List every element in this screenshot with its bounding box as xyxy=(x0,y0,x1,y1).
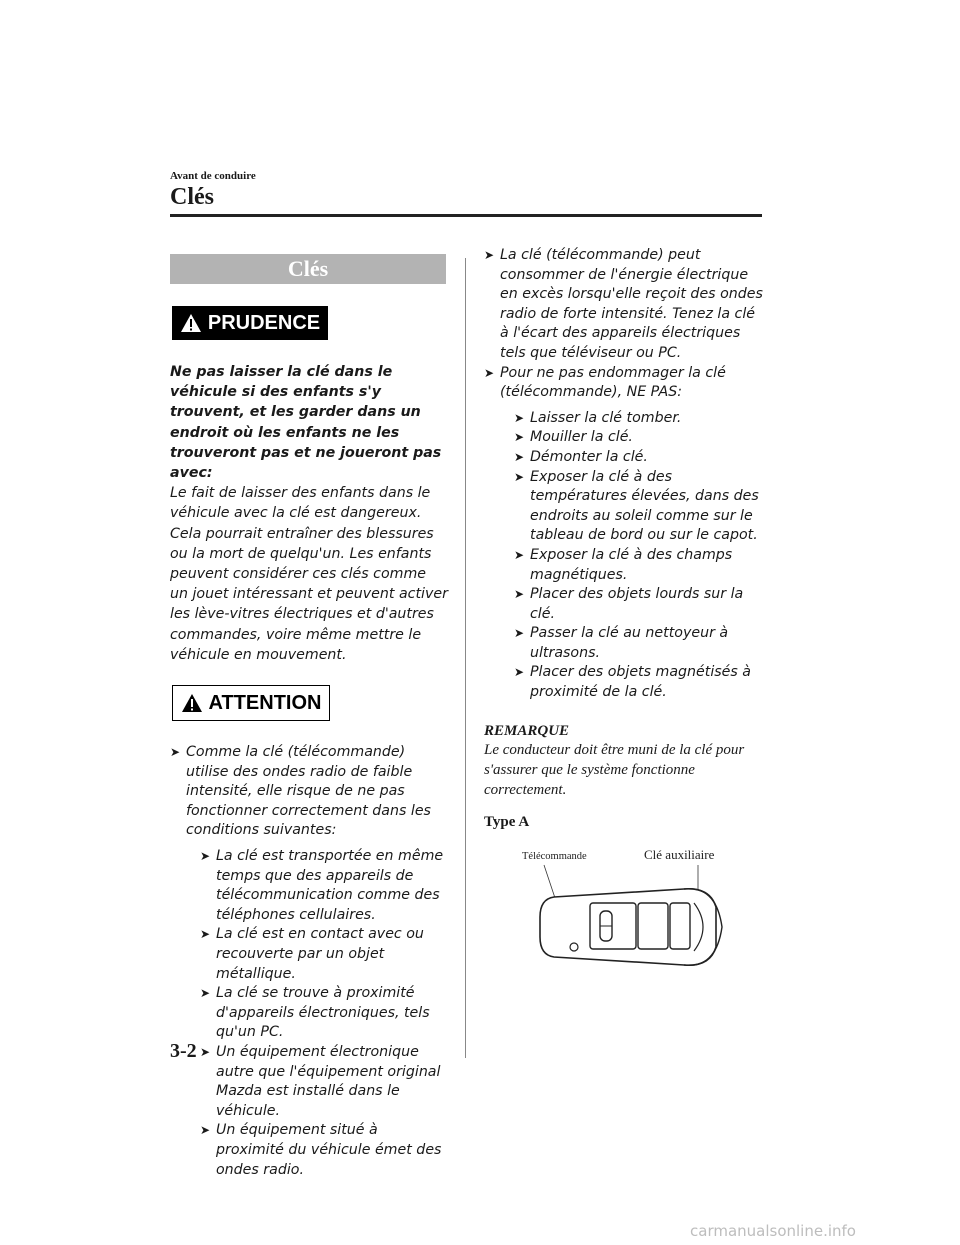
arrow-bullet-icon: ➤ xyxy=(200,986,211,1001)
list-item: ➤ Un équipement situé à proximité du véhicule émet des ondes radio. xyxy=(200,1122,442,1178)
list-item: ➤ La clé est en contact avec ou recouverte par un objet métallique. xyxy=(200,926,424,982)
list-item: ➤ Un équipement électronique autre que l'équipement original Mazda est installé dans le véhicule. xyxy=(200,1043,441,1119)
arrow-bullet-icon: ➤ xyxy=(514,410,525,425)
arrow-bullet-icon: ➤ xyxy=(514,665,525,680)
prudence-bold-text: Ne pas laisser la clé dans le véhicule si des enfants s'y trouvent, et les garder dans un endroit où les enfants ne les trouveront pas et ne joueront pas avec: xyxy=(170,364,442,482)
list-item: ➤ Pour ne pas endommager la clé (télécommande), NE PAS: ➤ Laisser la clé tomber. ➤ Mouiller la clé. ➤ Démonter la clé. ➤ Exposer la clé à des températures élevées, dans des endroits au soleil comme sur le tableau de bord ou sur le capot. ➤ Exposer la clé à des champs magnétiques. ➤ Placer des objets lourds sur la clé. ➤ Passer la clé au nettoyeur à ultrasons. ➤ Placer des objets magnétisés à proximité de la clé. xyxy=(484,364,768,703)
list-item: ➤ Passer la clé au nettoyeur à ultrasons. xyxy=(514,625,729,661)
arrow-bullet-icon: ➤ xyxy=(514,587,525,602)
list-item: ➤ Mouiller la clé. xyxy=(514,428,768,448)
label-remote: Télécommande xyxy=(522,850,587,862)
arrow-bullet-icon: ➤ xyxy=(514,430,525,445)
page-number: 3-2 xyxy=(170,1040,197,1062)
ne-pas-list xyxy=(514,409,768,703)
attention-list-continued xyxy=(484,246,768,703)
condition-list xyxy=(200,847,448,1180)
attention-label xyxy=(172,685,330,721)
list-item: ➤ La clé (télécommande) peut consommer de l'énergie électrique en excès lorsqu'elle reçoit des ondes radio de forte intensité. Tenez la clé à l'écart des appareils électriques tels que téléviseur ou PC. xyxy=(484,247,763,361)
arrow-bullet-icon: ➤ xyxy=(200,1044,211,1059)
arrow-bullet-icon: ➤ xyxy=(514,469,525,484)
arrow-bullet-icon: ➤ xyxy=(484,365,495,380)
arrow-bullet-icon: ➤ xyxy=(170,745,181,760)
attention-label-text: ATTENTION xyxy=(208,691,322,714)
page-title: Clés xyxy=(170,184,214,210)
header-rule xyxy=(170,214,762,217)
section-title: Clés xyxy=(170,254,446,284)
list-item: ➤ Laisser la clé tomber. xyxy=(514,409,768,429)
arrow-bullet-icon: ➤ xyxy=(200,927,211,942)
list-item: ➤ Exposer la clé à des températures élevées, dans des endroits au soleil comme sur le tableau de bord ou sur le capot. xyxy=(514,468,759,544)
warning-triangle-icon xyxy=(180,313,202,333)
remark-title: REMARQUE xyxy=(484,722,570,739)
key-figure xyxy=(484,837,754,977)
arrow-bullet-icon: ➤ xyxy=(200,1123,211,1138)
list-item: ➤ Exposer la clé à des champs magnétiques. xyxy=(514,546,733,583)
arrow-bullet-icon: ➤ xyxy=(514,449,525,464)
prudence-label xyxy=(172,306,328,340)
arrow-bullet-icon: ➤ xyxy=(514,547,525,562)
list-item: ➤ Comme la clé (télécommande) utilise des ondes radio de faible intensité, elle risque de ne pas fonctionner correctement dans les conditions suivantes: ➤ La clé est transportée en même temps que des appareils de télécommunication comme des téléphones cellulaires. ➤ La clé est en contact avec ou recouverte par un objet métallique. ➤ La clé se trouve à proximité d'appareils électroniques, tels qu'un PC. ➤ Un équipement électronique autre que l'équipement original Mazda est installé dans le véhicule. ➤ Un équipement situé à proximité du véhicule émet des ondes radio. xyxy=(170,743,448,1180)
list-item: ➤ La clé est transportée en même temps que des appareils de télécommunication comme des téléphones cellulaires. xyxy=(200,848,444,923)
arrow-bullet-icon: ➤ xyxy=(514,626,525,641)
prudence-body-text: Le fait de laisser des enfants dans le véhicule avec la clé est dangereux. Cela pourrait entraîner des blessures ou la mort de quelqu'un. Les enfants peuvent considérer ces clés comme un jouet intéressant et peuvent activer les lève-vitres électriques et d'autres commandes, voire même mettre le véhicule en mouvement. xyxy=(170,485,448,663)
breadcrumb: Avant de conduire xyxy=(170,170,256,182)
remark-text: Le conducteur doit être muni de la clé pour s'assurer que le système fonctionne correctement. xyxy=(484,741,745,798)
left-column xyxy=(170,254,448,1180)
list-item: ➤ Placer des objets magnétisés à proximité de la clé. xyxy=(514,664,751,701)
arrow-bullet-icon: ➤ xyxy=(484,248,495,262)
list-item: ➤ Placer des objets lourds sur la clé. xyxy=(514,586,744,622)
right-column xyxy=(484,246,768,977)
warning-triangle-icon xyxy=(181,693,203,713)
label-aux: Clé auxiliaire xyxy=(644,846,715,862)
prudence-label-text: PRUDENCE xyxy=(207,311,321,334)
column-divider xyxy=(465,258,466,1058)
figure-heading: Type A xyxy=(484,813,530,830)
watermark: carmanualsonline.info xyxy=(690,1222,856,1240)
remote-key-illustration xyxy=(484,837,754,977)
list-item: ➤ La clé se trouve à proximité d'appareils électroniques, tels qu'un PC. xyxy=(200,985,430,1041)
attention-list xyxy=(170,743,448,1180)
arrow-bullet-icon: ➤ xyxy=(200,849,211,864)
list-item: ➤ Démonter la clé. xyxy=(514,448,768,468)
